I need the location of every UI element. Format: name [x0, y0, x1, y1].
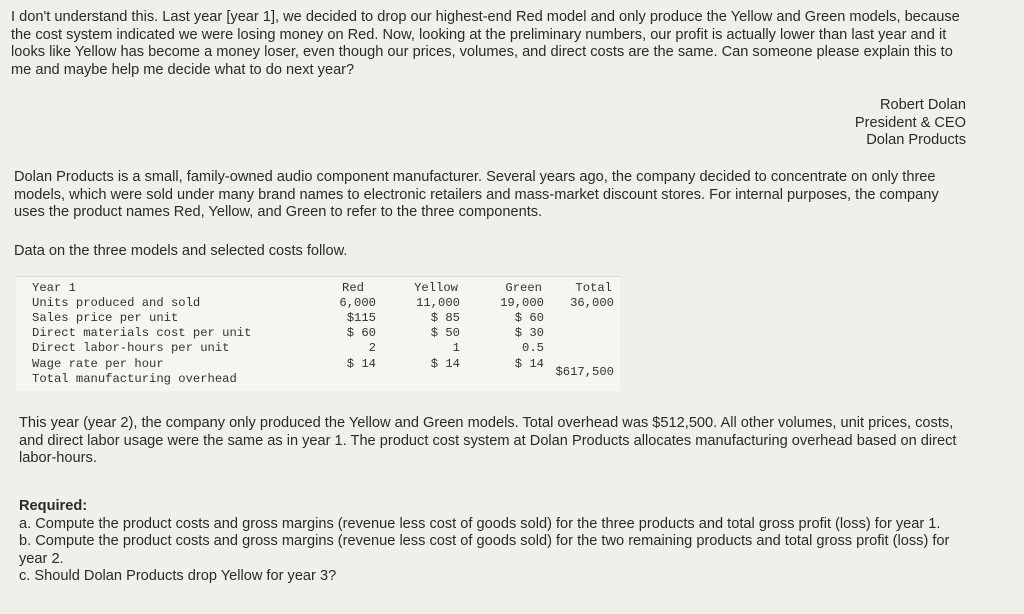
- cell-green: $ 14: [514, 357, 544, 371]
- requirement-c: c. Should Dolan Products drop Yellow for year 3?: [19, 568, 337, 585]
- cell-yellow: 11,000: [416, 296, 460, 310]
- cell-yellow: 1: [452, 341, 460, 355]
- required-title: Required:: [19, 498, 88, 514]
- cell-yellow: $ 85: [430, 311, 460, 325]
- table-row: [16, 296, 620, 311]
- cell-red: 2: [368, 341, 376, 355]
- table-row: [16, 311, 620, 326]
- header-year: Year 1: [32, 281, 76, 295]
- header-green: Green: [505, 281, 542, 295]
- table-row: [16, 365, 620, 387]
- cell-total: $617,500: [555, 365, 614, 379]
- signature-company: Dolan Products: [866, 132, 966, 149]
- row-label: Sales price per unit: [32, 311, 179, 325]
- requirement-a: a. Compute the product costs and gross margins (revenue less cost of goods sold) for the three products and total gross profit (loss) for year 1.: [19, 515, 941, 532]
- cell-red: 6,000: [339, 296, 376, 310]
- cell-red: $ 14: [346, 357, 376, 371]
- cell-green: 0.5: [522, 341, 544, 355]
- row-label: Direct materials cost per unit: [32, 326, 252, 340]
- cell-yellow: $ 14: [430, 357, 460, 371]
- row-label: Total manufacturing overhead: [32, 372, 237, 386]
- signature-title: President & CEO: [854, 114, 966, 131]
- cell-green: $ 30: [514, 326, 544, 340]
- row-label: Units produced and sold: [32, 296, 201, 310]
- signature-name: Robert Dolan: [880, 97, 966, 113]
- cell-red: $ 60: [346, 326, 376, 340]
- year2-description: This year (year 2), the company only produced the Yellow and Green models. Total overhead was $512,500. All other volumes, unit prices, costs, and direct labor usage were the same as in year 1. The product cost system at Dolan Products allocates manufacturing overhead based on direct labor-hours.: [19, 415, 957, 467]
- table-row: [16, 357, 620, 372]
- row-label: Wage rate per hour: [32, 357, 164, 371]
- cell-green: 19,000: [500, 296, 544, 310]
- data-intro: Data on the three models and selected costs follow.: [14, 243, 348, 259]
- requirement-b: b. Compute the product costs and gross margins (revenue less cost of goods sold) for the two remaining products and total gross profit (loss) for year 2.: [19, 533, 950, 567]
- cell-green: $ 60: [514, 311, 544, 325]
- table-row: [16, 341, 620, 356]
- cost-data-table: [16, 276, 620, 391]
- signature-block: [855, 97, 966, 150]
- table-header-row: [16, 281, 620, 296]
- header-yellow: Yellow: [414, 281, 458, 295]
- cell-total: 36,000: [570, 296, 614, 310]
- header-total: Total: [575, 281, 612, 295]
- header-red: Red: [342, 281, 364, 295]
- required-section: [19, 498, 969, 586]
- cell-yellow: $ 50: [430, 326, 460, 340]
- row-label: Direct labor-hours per unit: [32, 341, 230, 355]
- company-intro: Dolan Products is a small, family-owned audio component manufacturer. Several years ago, the company decided to concentrate on only three models, which were sold under many brand names to electronic retailers and mass-market discount stores. For internal purposes, the company uses the product names Red, Yellow, and Green to refer to the three components.: [14, 169, 939, 221]
- cell-red: $115: [346, 311, 376, 325]
- table-row: [16, 326, 620, 341]
- ceo-quote: I don't understand this. Last year [year 1], we decided to drop our highest-end Red model and only produce the Yellow and Green models, because the cost system indicated we were losing money on Red. Now, looking at the preliminary numbers, our profit is actually lower than last year and it looks like Yellow has become a money loser, even though our prices, volumes, and direct costs are the same. Can someone please explain this to me and maybe help me decide what to do next year?: [11, 9, 960, 78]
